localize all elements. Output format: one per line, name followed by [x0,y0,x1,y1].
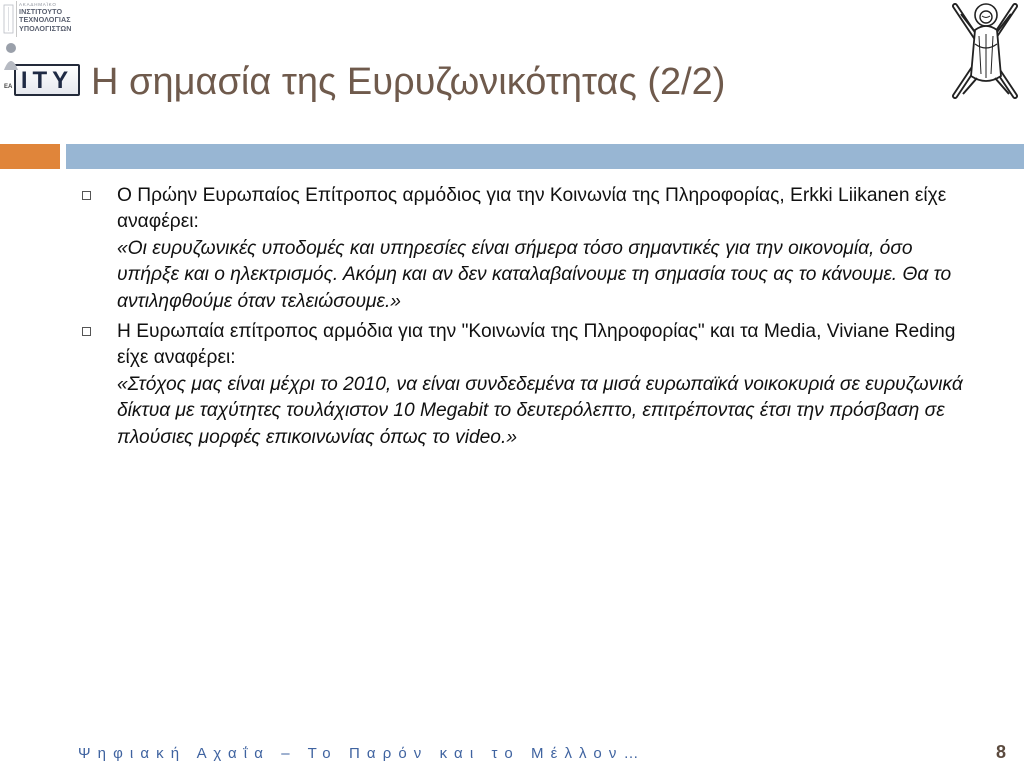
institute-logo [0,0,82,100]
institute-line-1: ΙΝΣΤΙΤΟΥΤΟ [19,6,63,16]
bullet-item [78,319,978,451]
bullet-list [78,183,978,455]
bullet-text: Η Ευρωπαία επίτροπος αρμόδια για την "Κοινωνία της Πληροφορίας" και τα Media, Viviane Reding είχε αναφέρει: [117,321,956,369]
bullet-text: Ο Πρώην Ευρωπαίος Επίτροπος αρμόδιος για την Κοινωνία της Πληροφορίας, Erkki Liikanen είχε αναφέρει: [117,185,947,233]
logo-prefix: ΕΑ [4,84,13,90]
page-number: 8 [995,742,1006,762]
crest-icon [951,0,1021,102]
bullet-quote: «Οι ευρυζωνικές υποδομές και υπηρεσίες είναι σήμερα τόσο σημαντικές για την οικονομία, όσο υπήρξε και ο ηλεκτρισμός. Ακόμη και αν δεν καταλαβαίνουμε τη σημασία τους ας το κάνουμε. Θα το αντιληφθούμε όταν τελειώσουμε.» [117,237,952,312]
institute-name [19,2,81,33]
seal-icon [2,1,17,37]
bullet-quote: «Στόχος μας είναι μέχρι το 2010, να είναι συνδεδεμένα τα μισά ευρωπαϊκά νοικοκυριά σε ευρυζωνικά δίκτυα με ταχύτητες τουλάχιστον 10 Megabit το δευτερόλεπτο, επιτρέποντας έτσι την πρόσβαση σε πλούσιες μορφές επικοινωνίας όπως το video.» [117,373,963,448]
footer-text: Ψηφιακή Αχαΐα – Το Παρόν και το Μέλλον… [78,745,646,762]
square-bullet-icon [82,327,91,336]
bullet-item [78,183,978,315]
accent-bar-orange [0,144,60,169]
institute-top-line: ΑΚΑΔΗΜΑΪΚΟ [19,2,57,7]
institute-line-3: ΥΠΟΛΟΓΙΣΤΩΝ [19,23,72,33]
ity-logo-text: ITY [20,67,74,94]
ity-logo-mark [14,64,80,96]
accent-bar-blue [66,144,1024,169]
logo-figure-icon [1,40,21,70]
square-bullet-icon [82,191,91,200]
institute-line-2: ΤΕΧΝΟΛΟΓΙΑΣ [19,15,71,25]
page-title: Η σημασία της Ευρυζωνικότητας (2/2) [91,61,726,103]
